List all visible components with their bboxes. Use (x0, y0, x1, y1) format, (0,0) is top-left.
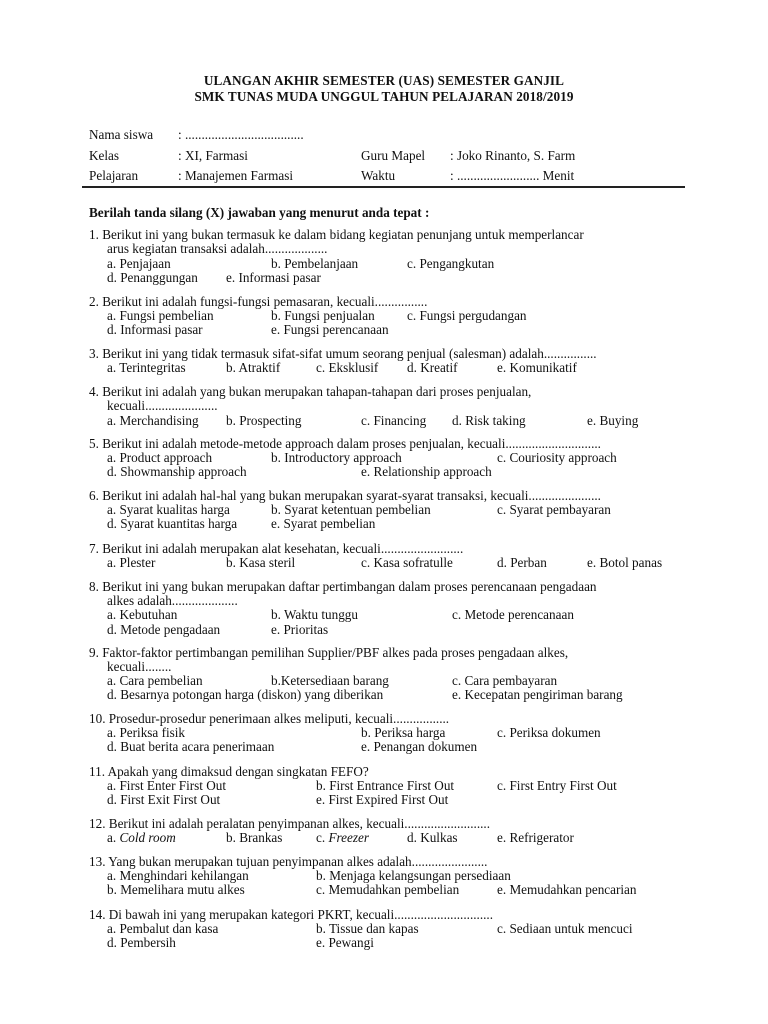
question-4-text: 4. Berikut ini adalah yang bukan merupakan tahapan-tahapan dari proses penjualan, (89, 384, 532, 399)
question-8-text: 8. Berikut ini yang bukan merupakan daftar pertimbangan dalam proses perencanaan pengadaan (89, 579, 597, 594)
q4-option-a[interactable]: a. Merchandising (107, 413, 199, 428)
question-6-text: 6. Berikut ini adalah hal-hal yang bukan merupakan syarat-syarat transaksi, kecuali...................... (89, 488, 601, 503)
q12-option-e[interactable]: e. Refrigerator (497, 830, 574, 845)
q14-option-e[interactable]: e. Pewangi (316, 935, 374, 950)
q1-option-d[interactable]: d. Penanggungan (107, 270, 198, 285)
header-divider (82, 186, 685, 188)
q4-option-c[interactable]: c. Financing (361, 413, 427, 428)
q10-option-a[interactable]: a. Periksa fisik (107, 725, 186, 740)
question-2-text: 2. Berikut ini adalah fungsi-fungsi pemasaran, kecuali................ (89, 294, 428, 309)
q9-option-a[interactable]: a. Cara pembelian (107, 673, 203, 688)
q2-option-d[interactable]: d. Informasi pasar (107, 322, 203, 337)
kelas-label: Kelas (89, 148, 120, 163)
q9-option-d[interactable]: d. Besarnya potongan harga (diskon) yang diberikan (107, 687, 384, 702)
q2-option-a[interactable]: a. Fungsi pembelian (107, 308, 214, 323)
q10-option-b[interactable]: b. Periksa harga (361, 725, 446, 740)
q7-option-a[interactable]: a. Plester (107, 555, 156, 570)
q12-option-c[interactable] (316, 830, 369, 845)
q1-option-a[interactable]: a. Penjajaan (107, 256, 171, 271)
q12-option-b[interactable]: b. Brankas (226, 830, 283, 845)
instruction: Berilah tanda silang (X) jawaban yang menurut anda tepat : (89, 205, 430, 220)
q5-option-d[interactable]: d. Showmanship approach (107, 464, 247, 479)
q12-option-a-letter: a. (107, 830, 120, 845)
question-7-text: 7. Berikut ini adalah merupakan alat kesehatan, kecuali......................... (89, 541, 464, 556)
question-10-text: 10. Prosedur-prosedur penerimaan alkes meliputi, kecuali................. (89, 711, 450, 726)
q11-option-e[interactable]: e. First Expired First Out (316, 792, 449, 807)
q11-option-a[interactable]: a. First Enter First Out (107, 778, 227, 793)
q5-option-e[interactable]: e. Relationship approach (361, 464, 492, 479)
q10-option-c[interactable]: c. Periksa dokumen (497, 725, 601, 740)
question-8-text-cont: alkes adalah.................... (107, 593, 238, 608)
q1-option-c[interactable]: c. Pengangkutan (407, 256, 495, 271)
q10-option-e[interactable]: e. Penangan dokumen (361, 739, 478, 754)
q3-option-e[interactable]: e. Komunikatif (497, 360, 577, 375)
q12-option-a-label: Cold room (119, 830, 176, 845)
q5-option-a[interactable]: a. Product approach (107, 450, 213, 465)
question-9-text-cont: kecuali........ (107, 659, 172, 674)
q9-option-c[interactable]: c. Cara pembayaran (452, 673, 558, 688)
q13-option-c[interactable]: c. Memudahkan pembelian (316, 882, 460, 897)
q3-option-d[interactable]: d. Kreatif (407, 360, 458, 375)
q6-option-e[interactable]: e. Syarat pembelian (271, 516, 376, 531)
nama-label: Nama siswa (89, 127, 154, 142)
q14-option-c[interactable]: c. Sediaan untuk mencuci (497, 921, 633, 936)
q4-option-d[interactable]: d. Risk taking (452, 413, 526, 428)
pelajaran-value: : Manajemen Farmasi (178, 168, 293, 183)
waktu-label: Waktu (361, 168, 396, 183)
question-1-text: 1. Berikut ini yang bukan termasuk ke dalam bidang kegiatan penunjang untuk memperlancar (89, 227, 584, 242)
q12-option-c-label: Freezer (328, 830, 369, 845)
q5-option-c[interactable]: c. Couriosity approach (497, 450, 617, 465)
q7-option-e[interactable]: e. Botol panas (587, 555, 663, 570)
q13-option-e[interactable]: e. Memudahkan pencarian (497, 882, 637, 897)
question-9-text: 9. Faktor-faktor pertimbangan pemilihan Supplier/PBF alkes pada proses pengadaan alkes, (89, 645, 569, 660)
q3-option-a[interactable]: a. Terintegritas (107, 360, 186, 375)
guru-value: : Joko Rinanto, S. Farm (450, 148, 576, 163)
q2-option-e[interactable]: e. Fungsi perencanaan (271, 322, 389, 337)
q11-option-c[interactable]: c. First Entry First Out (497, 778, 617, 793)
q3-option-c[interactable]: c. Eksklusif (316, 360, 379, 375)
question-4-text-cont: kecuali...................... (107, 398, 218, 413)
q7-option-b[interactable]: b. Kasa steril (226, 555, 296, 570)
q11-option-d[interactable]: d. First Exit First Out (107, 792, 221, 807)
q8-option-a[interactable]: a. Kebutuhan (107, 607, 178, 622)
question-3-text: 3. Berikut ini yang tidak termasuk sifat-sifat umum seorang penjual (salesman) adalah................ (89, 346, 597, 361)
q13-option-a[interactable]: a. Menghindari kehilangan (107, 868, 249, 883)
q1-option-e[interactable]: e. Informasi pasar (226, 270, 321, 285)
q6-option-a[interactable]: a. Syarat kualitas harga (107, 502, 230, 517)
q2-option-b[interactable]: b. Fungsi penjualan (271, 308, 375, 323)
q8-option-b[interactable]: b. Waktu tunggu (271, 607, 358, 622)
exam-title: ULANGAN AKHIR SEMESTER (UAS) SEMESTER GANJIL (203, 73, 565, 88)
kelas-value: : XI, Farmasi (178, 148, 248, 163)
question-13-text: 13. Yang bukan merupakan tujuan penyimpanan alkes adalah....................... (89, 854, 488, 869)
q8-option-e[interactable]: e. Prioritas (271, 622, 329, 637)
question-12-text: 12. Berikut ini adalah peralatan penyimpanan alkes, kecuali.......................... (89, 816, 491, 831)
q12-option-a[interactable] (107, 830, 176, 845)
q12-option-c-letter: c. (316, 830, 329, 845)
question-5-text: 5. Berikut ini adalah metode-metode approach dalam proses penjualan, kecuali............................. (89, 436, 601, 451)
q2-option-c[interactable]: c. Fungsi pergudangan (407, 308, 527, 323)
q8-option-c[interactable]: c. Metode perencanaan (452, 607, 574, 622)
q9-option-b[interactable]: b.Ketersediaan barang (271, 673, 389, 688)
nama-value: : .................................... (178, 127, 304, 142)
q6-option-c[interactable]: c. Syarat pembayaran (497, 502, 611, 517)
school-title: SMK TUNAS MUDA UNGGUL TAHUN PELAJARAN 2018/2019 (194, 89, 574, 104)
q14-option-b[interactable]: b. Tissue dan kapas (316, 921, 419, 936)
q14-option-a[interactable]: a. Pembalut dan kasa (107, 921, 219, 936)
q6-option-b[interactable]: b. Syarat ketentuan pembelian (271, 502, 431, 517)
q9-option-e[interactable]: e. Kecepatan pengiriman barang (452, 687, 623, 702)
q11-option-b[interactable]: b. First Entrance First Out (316, 778, 455, 793)
q3-option-b[interactable]: b. Atraktif (226, 360, 281, 375)
q13-option-b2[interactable]: b. Memelihara mutu alkes (107, 882, 245, 897)
q5-option-b[interactable]: b. Introductory approach (271, 450, 402, 465)
waktu-value: : ......................... Menit (450, 168, 575, 183)
guru-label: Guru Mapel (361, 148, 426, 163)
question-11-text: 11. Apakah yang dimaksud dengan singkatan FEFO? (89, 764, 369, 779)
q13-option-b[interactable]: b. Menjaga kelangsungan persediaan (316, 868, 511, 883)
q12-option-d[interactable]: d. Kulkas (407, 830, 458, 845)
q7-option-c[interactable]: c. Kasa sofratulle (361, 555, 453, 570)
q4-option-e[interactable]: e. Buying (587, 413, 639, 428)
pelajaran-label: Pelajaran (89, 168, 139, 183)
q7-option-d[interactable]: d. Perban (497, 555, 547, 570)
q1-option-b[interactable]: b. Pembelanjaan (271, 256, 359, 271)
q8-option-d[interactable]: d. Metode pengadaan (107, 622, 221, 637)
question-14-text: 14. Di bawah ini yang merupakan kategori PKRT, kecuali.............................. (89, 907, 494, 922)
q4-option-b[interactable]: b. Prospecting (226, 413, 302, 428)
q14-option-d[interactable]: d. Pembersih (107, 935, 176, 950)
question-1-text-cont: arus kegiatan transaksi adalah................... (107, 241, 328, 256)
q6-option-d[interactable]: d. Syarat kuantitas harga (107, 516, 238, 531)
q10-option-d[interactable]: d. Buat berita acara penerimaan (107, 739, 275, 754)
